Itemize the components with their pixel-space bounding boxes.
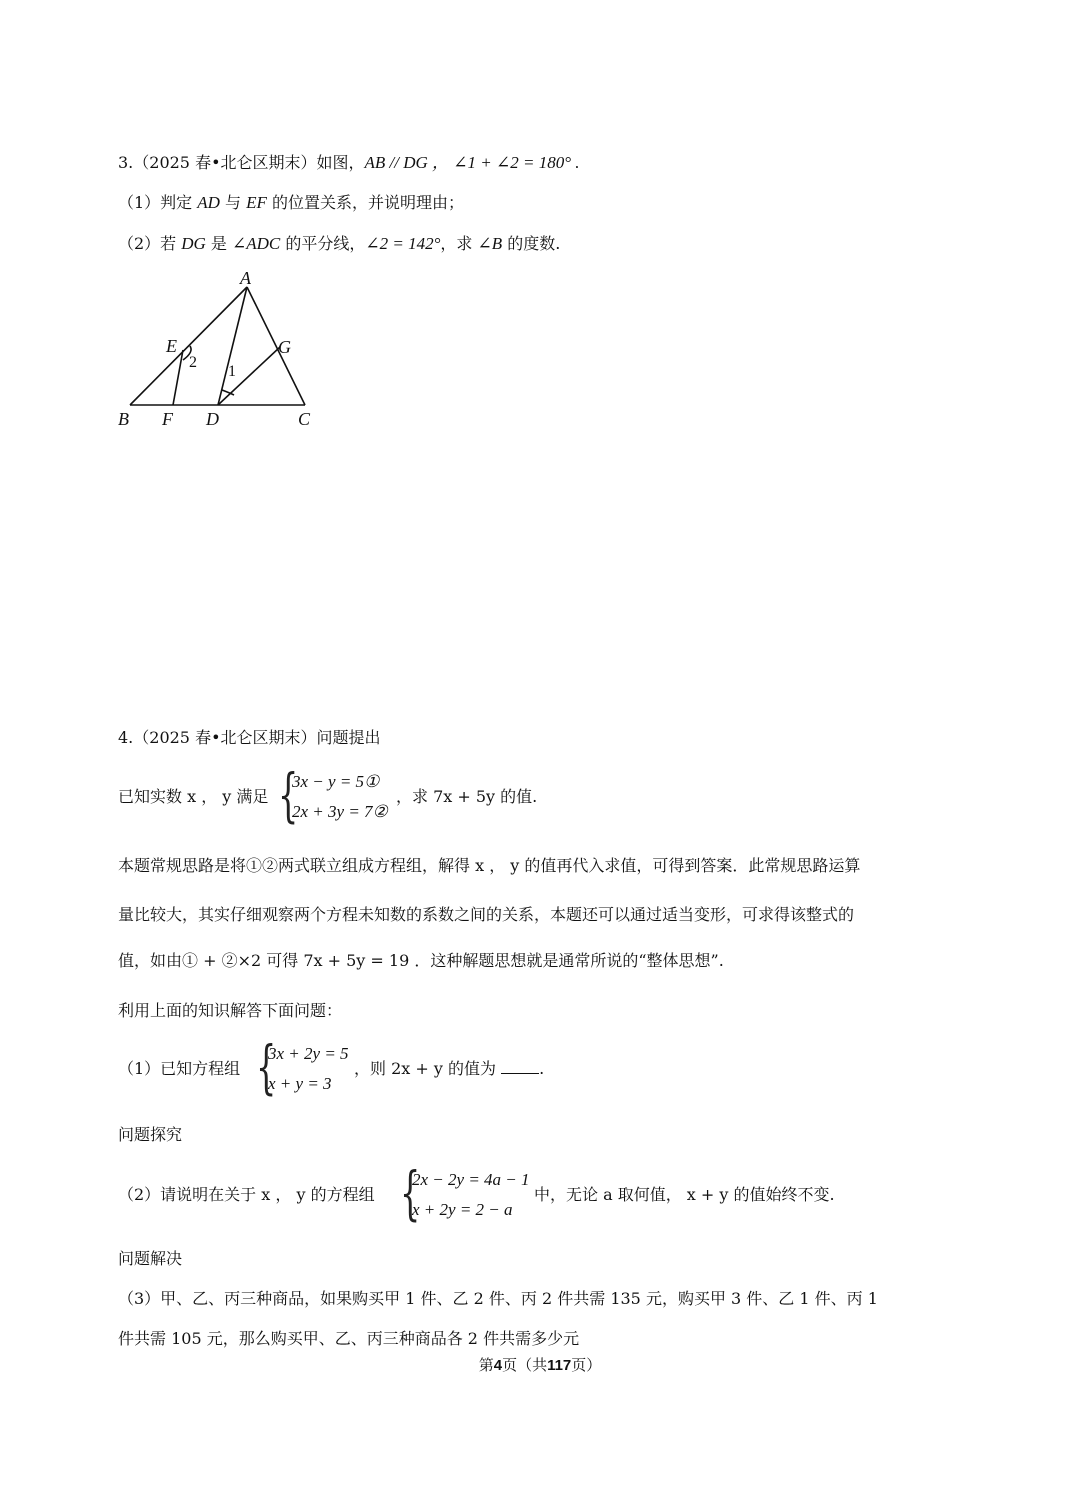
label-d: D: [206, 409, 219, 429]
q3-part1-math-ef: EF: [246, 193, 267, 212]
q3-part1-math-ad: AD: [197, 193, 220, 212]
label-g: G: [278, 337, 291, 357]
q4-part1-eq2: x + y = 3: [268, 1074, 332, 1093]
q3-part2-math-adc: ∠ADC: [232, 234, 281, 253]
segment-ac: [247, 287, 305, 405]
q4-given-eq1: 3x − y = 5①: [292, 772, 380, 791]
q4-para-line3: 值，如由① + ②×2 可得 7x + 5y = 19 ．这种解题思想就是通常所说的“整体思想”.: [118, 951, 724, 970]
q4-part1-trail-period: .: [539, 1059, 545, 1078]
brace-icon: {: [278, 761, 299, 829]
footer-mid: 页（共: [502, 1356, 548, 1374]
footer-prefix: 第: [478, 1356, 494, 1374]
q3-part2-text-c: 的平分线，: [280, 234, 366, 253]
segment-ab: [130, 287, 247, 405]
brace-icon: {: [256, 1033, 277, 1101]
q4-part3-line2: 件共需 105 元，那么购买甲、乙、丙三种商品各 2 件共需多少元: [118, 1329, 580, 1348]
segment-ad: [218, 287, 247, 405]
triangle-figure: [0, 0, 1080, 460]
q3-part2-math-b: ∠B: [477, 234, 503, 253]
q4-solve: 问题解决: [118, 1249, 183, 1268]
footer-page-number: 4: [493, 1357, 503, 1374]
brace-icon: {: [400, 1159, 421, 1227]
q4-part2-eq1: 2x − 2y = 4a − 1: [412, 1170, 530, 1189]
q3-part1-text-b: 与: [219, 193, 247, 212]
q4-part2-trail: 中，无论 a 取何值， x + y 的值始终不变.: [534, 1185, 835, 1204]
label-f: F: [162, 409, 173, 429]
q4-use-line: 利用上面的知识解答下面问题：: [118, 1001, 343, 1020]
footer-suffix: 页）: [571, 1356, 602, 1374]
q3-part2-text-d: ，求: [440, 234, 478, 253]
page-footer: [0, 1354, 1080, 1375]
label-angle1: 1: [228, 363, 236, 380]
q3-part2-text-b: 是: [205, 234, 233, 253]
q3-part2-text-a: （2）若: [118, 234, 182, 253]
q3-part2-math-dg: DG: [181, 234, 206, 253]
q4-given-trail: ，求 7x + 5y 的值.: [396, 787, 538, 806]
q4-para-line2: 量比较大，其实仔细观察两个方程未知数的系数之间的关系，本题还可以通过适当变形，可求得该整式的: [118, 905, 855, 924]
q3-header-text: 3.（2025 春•北仑区期末）如图，: [118, 153, 365, 172]
label-b: B: [118, 409, 129, 429]
label-a: A: [240, 268, 251, 288]
q4-part2-eq2: x + 2y = 2 − a: [412, 1200, 513, 1219]
q4-part3-line1: （3）甲、乙、丙三种商品，如果购买甲 1 件、乙 2 件、丙 2 件共需 135 元，购买甲 3 件、乙 1 件、丙 1: [118, 1289, 878, 1308]
footer-total-pages: 117: [547, 1357, 572, 1374]
q4-para-line1: 本题常规思路是将①②两式联立组成方程组，解得 x ， y 的值再代入求值，可得到答案．此常规思路运算: [118, 856, 861, 875]
q4-part2-lead: （2）请说明在关于 x ， y 的方程组: [118, 1185, 375, 1204]
label-e: E: [166, 336, 177, 356]
q4-given-eq2: 2x + 3y = 7②: [292, 802, 388, 821]
q4-given-lead: 已知实数 x ， y 满足: [118, 787, 269, 806]
label-angle2: 2: [189, 354, 197, 371]
q3-header-math: AB // DG ， ∠1 + ∠2 = 180° .: [364, 153, 580, 172]
q4-part1-system: [118, 1033, 818, 1101]
q3-part2-math-angle2: ∠2 = 142°: [365, 234, 441, 253]
q4-part2-system: [118, 1159, 918, 1227]
q3-part2-text-e: 的度数.: [502, 234, 561, 253]
label-c: C: [298, 409, 311, 429]
q4-part1-eq1: 3x + 2y = 5: [268, 1044, 349, 1063]
q4-given-system: [118, 761, 818, 829]
q4-part1-lead: （1）已知方程组: [118, 1059, 241, 1078]
q4-part1-trail: [354, 1058, 544, 1080]
q4-part1-trail-text: ，则 2x + y 的值为: [354, 1059, 502, 1078]
q3-part1-text-c: 的位置关系，并说明理由；: [266, 193, 465, 212]
answer-blank: [501, 1059, 539, 1074]
q3-part1-text-a: （1）判定: [118, 193, 198, 212]
q4-explore: 问题探究: [118, 1125, 183, 1144]
segment-ef: [173, 350, 183, 405]
q4-header: 4.（2025 春•北仑区期末）问题提出: [118, 728, 381, 747]
